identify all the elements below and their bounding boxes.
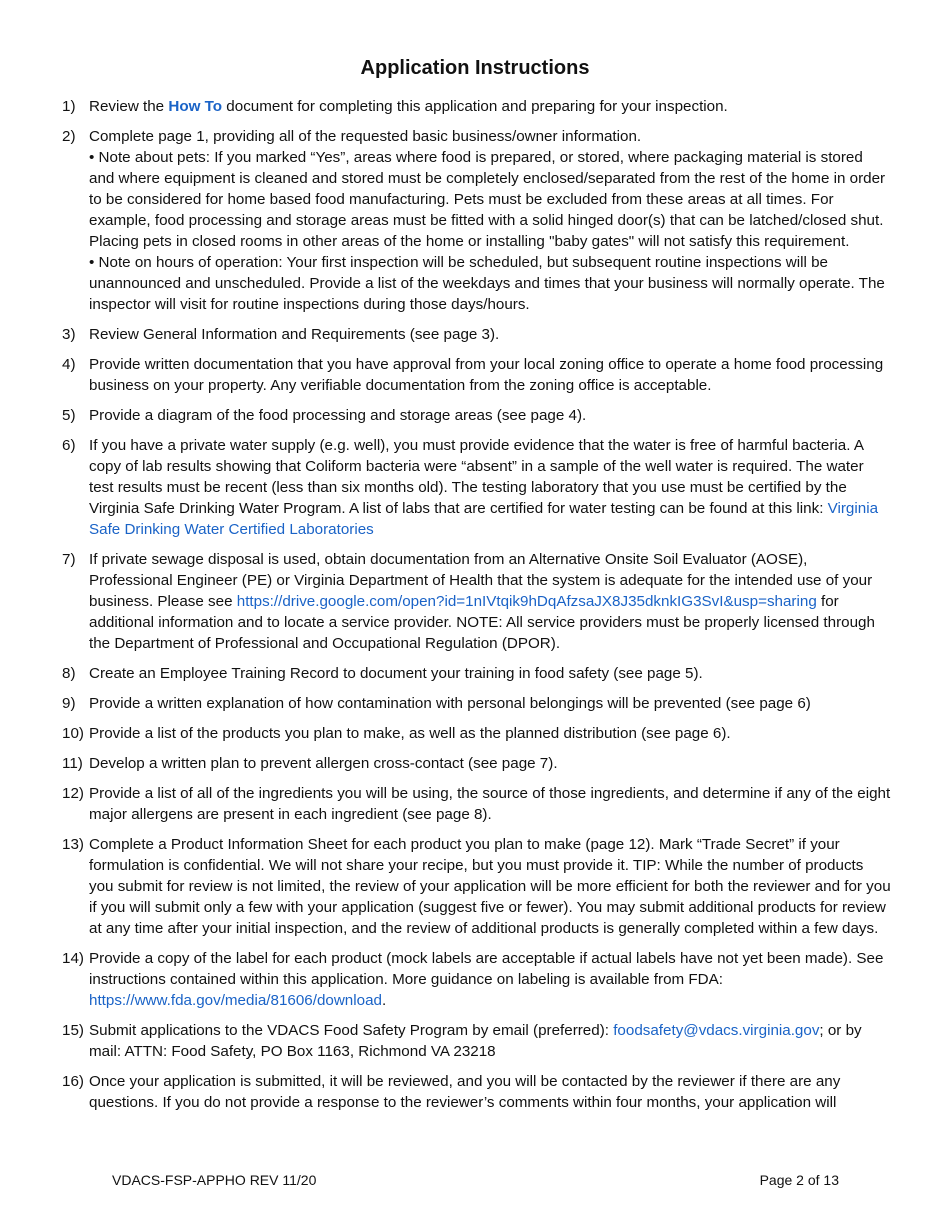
list-item xyxy=(62,324,892,345)
item-text-post: ; or by mail: ATTN: Food Safety, PO Box 1163, Richmond VA 23218 xyxy=(89,1022,862,1060)
pets-note: • Note about pets: If you marked “Yes”, areas where food is prepared, or stored, where packaging material is stored and where equipment is cleaned and stored must be completely enclosed/separated from the rest of the home in order to be considered for home based food manufacturing. Pets must be excluded from these areas at all times. For example, food processing and storage areas must be fitted with a solid hinged door(s) that can be latched/closed shut. Placing pets in closed rooms in other areas of the home or installing "baby gates" will not satisfy this requirement. xyxy=(89,149,886,250)
item-text: Provide written documentation that you have approval from your local zoning office to operate a home food processing business on your property. Any verifiable documentation from the zoning office is acceptable. xyxy=(89,356,884,394)
list-item xyxy=(62,753,892,774)
item-number: 9) xyxy=(62,695,76,712)
list-item xyxy=(62,1020,892,1062)
list-item xyxy=(62,663,892,684)
item-number: 10) xyxy=(62,725,84,742)
item-number: 15) xyxy=(62,1022,84,1039)
list-item xyxy=(62,783,892,825)
item-text: Provide a diagram of the food processing and storage areas (see page 4). xyxy=(89,407,587,424)
item-number: 11) xyxy=(62,755,83,772)
item-number: 8) xyxy=(62,665,76,682)
item-number: 14) xyxy=(62,950,84,967)
item-text-pre: Submit applications to the VDACS Food Safety Program by email (preferred): xyxy=(89,1022,614,1039)
list-item xyxy=(62,834,892,939)
item-number: 5) xyxy=(62,407,76,424)
fda-labeling-link[interactable]: https://www.fda.gov/media/81606/download xyxy=(89,992,382,1009)
form-revision: VDACS-FSP-APPHO REV 11/20 xyxy=(112,1172,317,1188)
list-item xyxy=(62,693,892,714)
list-item xyxy=(62,405,892,426)
item-number: 2) xyxy=(62,128,76,145)
item-number: 6) xyxy=(62,437,76,454)
item-text: Provide a list of the products you plan to make, as well as the planned distribution (see page 6). xyxy=(89,725,731,742)
item-text: Provide a list of all of the ingredients you will be using, the source of those ingredients, and determine if any of the eight major allergens are present in each ingredient (see page 8). xyxy=(89,785,891,823)
item-text-pre: Review the xyxy=(89,98,169,115)
item-text-pre: Provide a copy of the label for each product (mock labels are acceptable if actual labels have not yet been made). See instructions contained within this application. More guidance on labeling is available from FDA: xyxy=(89,950,884,988)
item-number: 12) xyxy=(62,785,84,802)
sewage-provider-link[interactable]: https://drive.google.com/open?id=1nIVtqik9hDqAfzsaJX8J35dknkIG3SvI&usp=sharing xyxy=(236,593,817,610)
list-item xyxy=(62,435,892,540)
item-text-post: . xyxy=(381,992,387,1009)
item-text: Complete page 1, providing all of the requested basic business/owner information. xyxy=(89,128,642,145)
item-number: 3) xyxy=(62,326,76,343)
item-text: Once your application is submitted, it will be reviewed, and you will be contacted by the reviewer if there are any questions. If you do not provide a response to the reviewer’s comments within four months, your application will xyxy=(89,1073,841,1111)
page-title: Application Instructions xyxy=(360,57,590,79)
page-number: Page 2 of 13 xyxy=(759,1172,839,1188)
item-number: 1) xyxy=(62,98,76,115)
list-item xyxy=(62,948,892,1011)
food-safety-email-link[interactable]: foodsafety@vdacs.virginia.gov xyxy=(613,1022,820,1039)
item-text-pre: If private sewage disposal is used, obtain documentation from an Alternative Onsite Soil Evaluator (AOSE), Professional Engineer (PE) or Virginia Department of Health that the system is adequate for the intended use of your business. Please see xyxy=(89,551,873,610)
item-text: Create an Employee Training Record to document your training in food safety (see page 5). xyxy=(89,665,703,682)
item-text-post: for additional information and to locate a service provider. NOTE: All service providers must be properly licensed through the Department of Professional and Occupational Regulation (DPOR). xyxy=(89,593,875,652)
item-text: Complete a Product Information Sheet for each product you plan to make (page 12). Mark “Trade Secret” if your formulation is confidential. We will not share your recipe, but you must provide it. TIP: While the number of products you submit for review is not limited, the review of your application will be more efficient for both the reviewer and for you if you will submit only a few with your application (suggest five or fewer). You may submit additional products for review at any time after your initial inspection, and the review of additional products is generally completed within a few days. xyxy=(89,836,891,937)
instructions-list xyxy=(62,96,892,1122)
item-text-post: document for completing this application and preparing for your inspection. xyxy=(222,98,728,115)
item-number: 4) xyxy=(62,356,76,373)
hours-note: • Note on hours of operation: Your first inspection will be scheduled, but subsequent routine inspections will be unannounced and unscheduled. Provide a list of the weekdays and times that your business will normally operate. The inspector will visit for routine inspections during those days/hours. xyxy=(89,254,885,313)
water-labs-link[interactable]: Virginia Safe Drinking Water Certified Laboratories xyxy=(89,500,879,538)
list-item xyxy=(62,126,892,315)
item-text: Provide a written explanation of how contamination with personal belongings will be prevented (see page 6) xyxy=(89,695,811,712)
item-number: 7) xyxy=(62,551,76,568)
how-to-link[interactable]: How To xyxy=(168,98,223,115)
list-item xyxy=(62,354,892,396)
item-number: 13) xyxy=(62,836,84,853)
item-text: Review General Information and Requirements (see page 3). xyxy=(89,326,500,343)
item-number: 16) xyxy=(62,1073,84,1090)
list-item xyxy=(62,723,892,744)
list-item xyxy=(62,96,892,117)
item-text-pre: If you have a private water supply (e.g. well), you must provide evidence that the water is free of harmful bacteria. A copy of lab results showing that Coliform bacteria were “absent” in a sample of the well water is required. The water test results must be recent (less than six months old). The testing laboratory that you use must be certified by the Virginia Safe Drinking Water Program. A list of labs that are certified for water testing can be found at this link: xyxy=(89,437,864,517)
list-item xyxy=(62,1071,892,1113)
item-text: Develop a written plan to prevent allergen cross-contact (see page 7). xyxy=(89,755,558,772)
list-item xyxy=(62,549,892,654)
